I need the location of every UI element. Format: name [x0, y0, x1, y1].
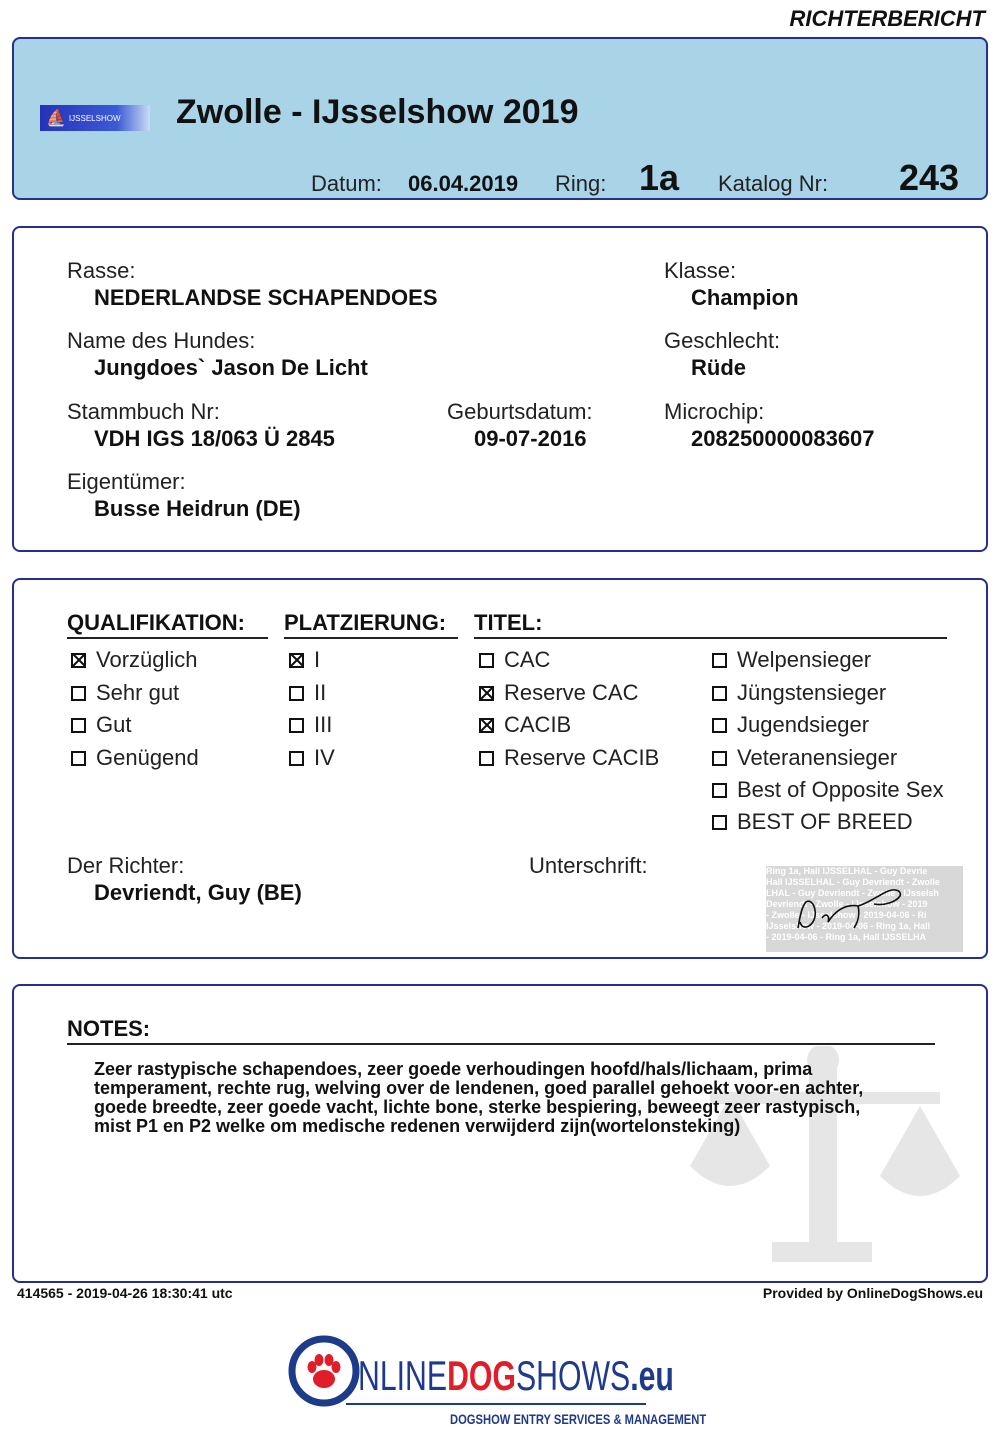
checkbox[interactable] [289, 686, 304, 701]
paw-logo-icon [288, 1335, 360, 1407]
qual-label: Sehr gut [96, 680, 180, 705]
show-logo-icon: ⛵ [46, 110, 66, 127]
stamp-line: - Zwolle - IJsselshow - 2019-04-06 - Ri [766, 910, 927, 920]
notes-line: goede breedte, zeer goede vacht, lichte bone, sterke bespiering, beweegt zeer rastypisch, [94, 1097, 861, 1117]
checkbox[interactable] [712, 686, 727, 701]
checkbox[interactable] [712, 783, 727, 798]
notes-text [94, 1060, 863, 1136]
qual-label: Genügend [96, 745, 199, 770]
judge-value: Devriendt, Guy (BE) [94, 880, 302, 905]
title-label: CACIB [504, 712, 572, 737]
title-label: Reserve CAC [504, 680, 639, 705]
notes-line: Zeer rastypische schapendoes, zeer goede verhoudingen hoofd/hals/lichaam, prima [94, 1059, 813, 1079]
microchip-value: 208250000083607 [691, 426, 875, 451]
catalog-label: Katalog Nr: [718, 171, 829, 196]
sex-label: Geschlecht: [664, 328, 781, 353]
title-option-cac[interactable] [479, 647, 550, 673]
stamp-line: - 2019-04-06 - Ring 1a, Hall IJSSELHA [766, 932, 927, 942]
checkbox[interactable] [712, 815, 727, 830]
ring-label: Ring: [555, 171, 607, 196]
placement-title: PLATZIERUNG: [284, 610, 458, 639]
title-option-reserve-cac[interactable] [479, 680, 638, 706]
footer-id-stamp: 414565 - 2019-04-26 18:30:41 utc [17, 1285, 233, 1301]
place-label: III [314, 712, 333, 737]
place-label: I [314, 647, 321, 672]
logo-word-eu: .eu [630, 1352, 674, 1399]
report-title: RICHTERBERICHT [789, 6, 985, 31]
title-option-bos[interactable] [712, 777, 944, 803]
dog-name-label: Name des Hundes: [67, 328, 256, 353]
checkbox[interactable] [71, 718, 86, 733]
qual-option-sehr-gut[interactable] [71, 680, 179, 706]
logo-wordmark [358, 1352, 674, 1399]
owner-value: Busse Heidrun (DE) [94, 496, 301, 521]
checkbox[interactable] [289, 718, 304, 733]
sex-value: Rüde [691, 355, 746, 380]
place-option-2[interactable] [289, 680, 326, 706]
checkbox[interactable] [712, 751, 727, 766]
show-title: Zwolle - IJsselshow 2019 [176, 93, 579, 131]
qual-option-gut[interactable] [71, 712, 131, 738]
title-option-welpensieger[interactable] [712, 647, 871, 673]
stamp-line: Hall IJSSELHAL - Guy Devriendt - Zwolle [766, 877, 940, 887]
checkbox[interactable] [479, 653, 494, 668]
catalog-value: 243 [899, 157, 960, 198]
qual-label: Gut [96, 712, 132, 737]
place-label: IV [314, 745, 335, 770]
logo-word-shows: SHOWS [515, 1352, 631, 1399]
breed-label: Rasse: [67, 258, 136, 283]
birthdate-value: 09-07-2016 [474, 426, 587, 451]
place-label: II [314, 680, 327, 705]
title-option-jugendsieger[interactable] [712, 712, 869, 738]
title-option-reserve-cacib[interactable] [479, 745, 659, 771]
class-label: Klasse: [664, 258, 737, 283]
checkbox-checked[interactable] [71, 653, 86, 668]
logo-word-online: NLINE [358, 1352, 448, 1399]
place-option-1[interactable] [289, 647, 320, 673]
onlinedogshows-logo [282, 1311, 718, 1429]
checkbox[interactable] [712, 718, 727, 733]
title-label: Veteranensieger [737, 745, 898, 770]
signature-scribble [766, 866, 963, 952]
notes-box [12, 984, 988, 1283]
title-option-jungstensieger[interactable] [712, 680, 886, 706]
title-option-veteranensieger[interactable] [712, 745, 897, 771]
owner-label: Eigentümer: [67, 469, 186, 494]
studbook-label: Stammbuch Nr: [67, 399, 220, 424]
signature-label: Unterschrift: [529, 853, 648, 878]
stamp-line: IJsselshow - 2019-04-06 - Ring 1a, Hall [766, 921, 931, 931]
stamp-line: Devriendt - Zwolle - IJsselshow - 2019 [766, 899, 928, 909]
title-label: Jüngstensieger [737, 680, 887, 705]
footer-provided-by: Provided by OnlineDogShows.eu [762, 1285, 983, 1301]
show-logo [40, 105, 150, 131]
checkbox[interactable] [712, 653, 727, 668]
class-value: Champion [691, 285, 799, 310]
qualification-title: QUALIFIKATION: [67, 610, 268, 639]
title-label: BEST OF BREED [737, 809, 913, 834]
stamp-line: LHAL - Guy Devriendt - Zwolle - IJsselsh [766, 888, 939, 898]
microchip-label: Microchip: [664, 399, 765, 424]
judge-label: Der Richter: [67, 853, 185, 878]
title-label: CAC [504, 647, 551, 672]
logo-underline [346, 1403, 646, 1405]
signature-stamp [766, 866, 963, 952]
checkbox-checked[interactable] [479, 686, 494, 701]
date-label: Datum: [311, 171, 382, 196]
qual-option-genugend[interactable] [71, 745, 199, 771]
place-option-4[interactable] [289, 745, 335, 771]
show-header [12, 37, 988, 200]
birthdate-label: Geburtsdatum: [447, 399, 593, 424]
checkbox[interactable] [289, 751, 304, 766]
qual-label: Vorzüglich [96, 647, 198, 672]
date-value: 06.04.2019 [408, 171, 519, 196]
logo-tagline: DOGSHOW ENTRY SERVICES & MANAGEMENT [450, 1411, 707, 1427]
evaluation-box [12, 578, 988, 959]
title-label: Jugendsieger [737, 712, 870, 737]
show-logo-text: IJSSELSHOW [68, 113, 121, 123]
checkbox[interactable] [479, 751, 494, 766]
title-label: Reserve CACIB [504, 745, 660, 770]
dog-info-box [12, 226, 988, 552]
title-option-cacib[interactable] [479, 712, 571, 738]
title-label: Best of Opposite Sex [737, 777, 944, 802]
dog-name-value: Jungdoes` Jason De Licht [94, 355, 368, 380]
logo-word-dog: DOG [447, 1352, 516, 1399]
notes-line: mist P1 en P2 welke om medische redenen verwijderd zijn(wortelonsteking) [94, 1116, 741, 1136]
checkbox[interactable] [71, 751, 86, 766]
notes-line: temperament, rechte rug, welving over de lendenen, goed parallel gehoekt voor-en achter, [94, 1078, 864, 1098]
qual-option-vorzuglich[interactable] [71, 647, 198, 673]
place-option-3[interactable] [289, 712, 332, 738]
title-title: TITEL: [474, 610, 947, 639]
stamp-line: Ring 1a, Hall IJSSELHAL - Guy Devrie [766, 866, 928, 876]
title-option-bob[interactable] [712, 809, 913, 835]
checkbox-checked[interactable] [289, 653, 304, 668]
studbook-value: VDH IGS 18/063 Ü 2845 [94, 426, 335, 451]
checkbox[interactable] [71, 686, 86, 701]
checkbox-checked[interactable] [479, 718, 494, 733]
ring-value: 1a [639, 157, 680, 198]
notes-title: NOTES: [67, 1016, 935, 1045]
title-label: Welpensieger [737, 647, 872, 672]
breed-value: NEDERLANDSE SCHAPENDOES [94, 285, 438, 310]
